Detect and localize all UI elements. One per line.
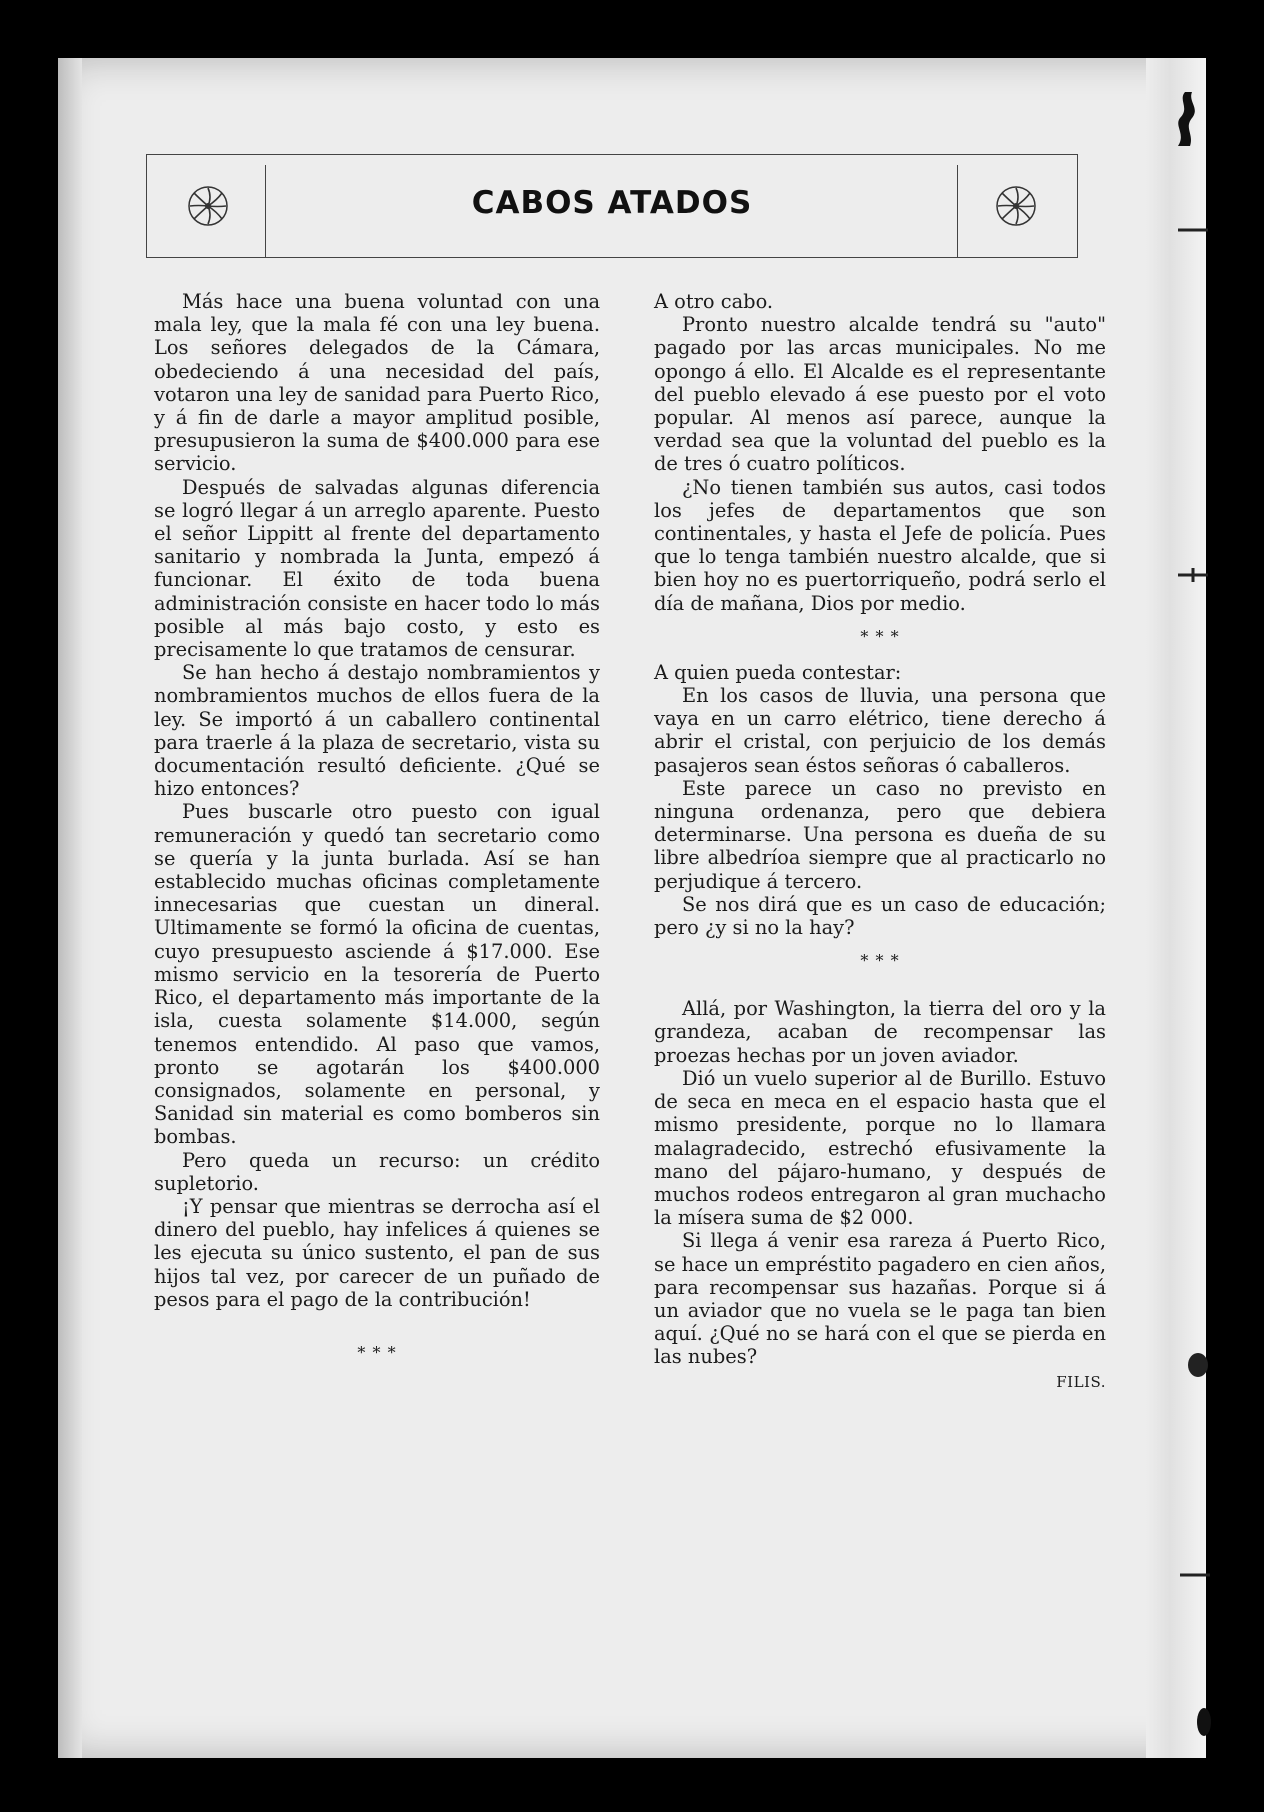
ink-mark-icon (1196, 1706, 1212, 1746)
ink-blot-icon (1160, 90, 1210, 150)
paragraph: Se nos dirá que es un caso de educación; pero ¿y si no la hay? (654, 892, 1106, 940)
paragraph: Pero queda un recurso: un crédito supletorio. (154, 1148, 600, 1195)
paragraph: Allá, por Washington, la tierra del oro y la grandeza, acaban de recompensar las proezas hechas por un joven aviador. (654, 997, 1106, 1067)
ink-mark-icon (1178, 225, 1208, 235)
author-signature: FILIS. (1056, 1372, 1106, 1391)
paragraph: Después de salvadas algunas diferencia se logró llegar á un arreglo aparente. Puesto el señor Lippitt al frente del departamento sanitario y nombrada la Junta, empezó á funcionar. El éxito de toda buena administración consiste en hacer todo lo más posible al más bajo costo, y esto es precisamente lo que tratamos de censurar. (154, 475, 600, 662)
paragraph: A quien pueda contestar: (654, 660, 902, 684)
magazine-page (58, 58, 1206, 1758)
section-separator: * * * (860, 951, 900, 971)
section-separator: * * * (860, 626, 900, 646)
ink-mark-icon (1186, 1350, 1210, 1380)
paragraph: Dió un vuelo superior al de Burillo. Estuvo de seca en meca en el espacio hasta que el mismo presidente, porque no lo llamara malagradecido, estrechó efusivamente la mano del pájaro-humano, y después de muchos rodeos entregaron al gran muchacho la mísera suma de $2 000. (654, 1066, 1106, 1230)
paragraph: En los casos de lluvia, una persona que vaya en un carro elétrico, tiene derecho á abrir el cristal, con perjuicio de los demás pasajeros sean éstos señoras ó caballeros. (654, 684, 1106, 777)
paragraph: Se han hecho á destajo nombramientos y nombramientos muchos de ellos fuera de la ley. Se importó á un caballero continental para traerle á la plaza de secretario, vista su documentación resultó deficiente. ¿Qué se hizo entonces? (154, 661, 600, 801)
ink-mark-icon (1180, 1570, 1210, 1580)
paragraph: Pronto nuestro alcalde tendrá su "auto" pagado por las arcas municipales. No me opongo á ello. El Alcalde es el representante del pueblo elevado á ese puesto por el voto popular. Al menos así parece, aunque la verdad sea que la voluntad del pueblo es la de tres ó cuatro políticos. (654, 313, 1106, 476)
right-column (654, 290, 1106, 1394)
left-column (154, 290, 600, 1377)
paragraph: A otro cabo. (654, 290, 774, 313)
page-edge (1146, 58, 1206, 1758)
paragraph: Este parece un caso no previsto en ninguna ordenanza, pero que debiera determinarse. Una persona es dueña de su libre albedríoa siempre que al practicarlo no perjudique á tercero. (654, 776, 1106, 893)
rosette-icon (995, 185, 1037, 227)
section-separator: * * * (357, 1342, 397, 1362)
paragraph: ¡Y pensar que mientras se derrocha así el dinero del pueblo, hay infelices á quienes se les ejecuta su único sustento, el pan de sus hijos tal vez, por carecer de un puñado de pesos para el pago de la contribución! (154, 1194, 600, 1311)
section-header (146, 154, 1078, 258)
paragraph: Más hace una buena voluntad con una mala ley, que la mala fé con una ley buena. Los señores delegados de la Cámara, obedeciendo á una necesidad del país, votaron una ley de sanidad para Puerto Rico, y á fin de darle a mayor amplitud posible, presupusieron la suma de $400.000 para ese servicio. (154, 290, 600, 476)
ink-mark-icon (1178, 568, 1208, 582)
paragraph: Si llega á venir esa rareza á Puerto Rico, se hace un empréstito pagadero en cien años, para recompensar sus hazañas. Porque si á un aviador que no vuela se le paga tan bien aquí. ¿Qué no se hará con el que se pierda en las nubes? (654, 1229, 1106, 1369)
page-spine (58, 58, 82, 1758)
paragraph: ¿No tienen también sus autos, casi todos los jefes de departamentos que son continentales, y hasta el Jefe de policía. Pues que lo tenga también nuestro alcalde, que si bien hoy no es puertorriqueño, podrá serlo el día de mañana, Dios por medio. (654, 475, 1106, 615)
page-title: CABOS ATADOS (471, 185, 753, 221)
paragraph: Pues buscarle otro puesto con igual remuneración y quedó tan secretario como se quería y la junta burlada. Así se han establecido muchas oficinas completamente innecesarias que cuestan un dineral. Ultimamente se formó la oficina de cuentas, cuyo presupuesto asciende á $17.000. Ese mismo servicio en la tesorería de Puerto Rico, el departamento más importante de la isla, cuesta solamente $14.000, según tenemos entendido. Al paso que vamos, pronto se agotarán los $400.000 consignados, solamente en personal, y Sanidad sin material es como bomberos sin bombas. (154, 800, 600, 1149)
